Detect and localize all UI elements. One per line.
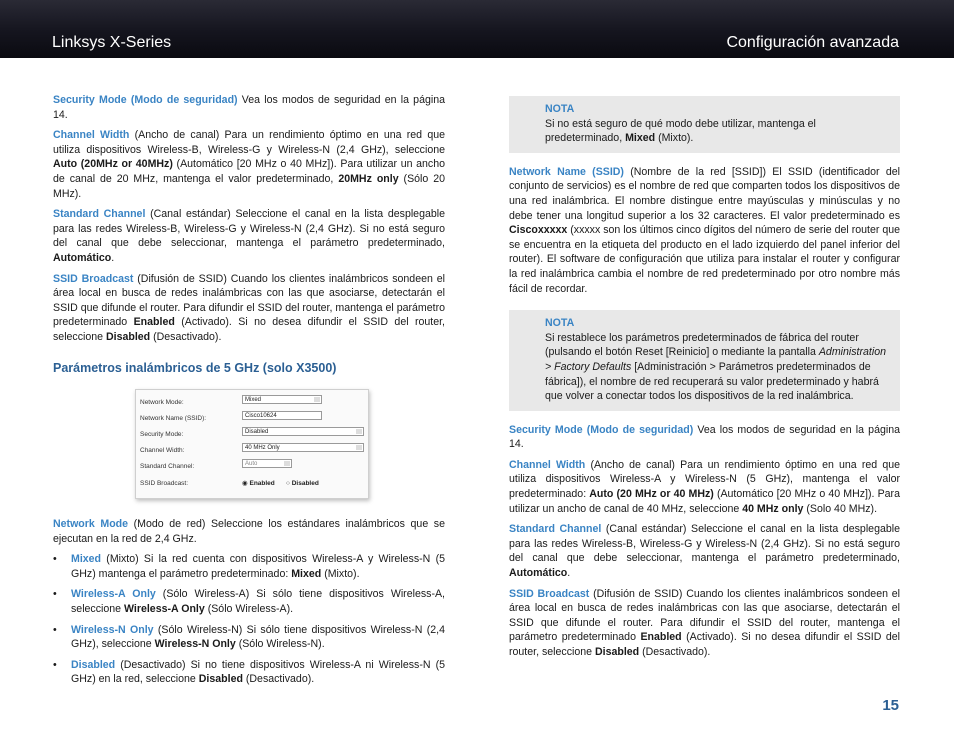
right-column (509, 96, 900, 666)
note-box: NOTA Si no está seguro de qué modo debe utilizar, mantenga el predeterminado, Mixed (Mixto). (509, 96, 900, 153)
label-network-mode: Network Mode: (140, 399, 184, 407)
label-ssid-broadcast: SSID Broadcast: (140, 480, 189, 488)
header-brand: Linksys X-Series (52, 34, 172, 51)
left-column (53, 93, 445, 693)
label-channel-width: Channel Width: (140, 447, 185, 455)
list-item: • Wireless-A Only (Sólo Wireless-A) Si sólo tiene dispositivos Wireless-A, seleccione Wireless-A Only (Sólo Wireless-A). (53, 588, 445, 616)
paragraph-ssid-broadcast: SSID Broadcast (Difusión de SSID) Cuando los clientes inalámbricos sondeen el área local en busca de redes inalámbricas con las que asociarse, detectarán el SSID que difunde el router. Para difundir el SSID del router, mantenga el parámetro predeterminado Enabled (Activado). Si no desea difundir el SSID del router, seleccione Disabled (Desactivado). (53, 272, 445, 343)
note-box: NOTA Si restablece los parámetros predeterminados de fábrica del router (pulsando el botón Reset [Reinicio] o mediante la pantalla Administration > Factory Defaults [Administración > Parámetros predeterminados de fábrica]), el nombre de red recuperará su valor predeterminado y habrá que volver a conectar todos los dispositivos de la red inalámbrica. (509, 310, 900, 411)
page-header (0, 0, 954, 58)
security-mode-select: Disabled (242, 427, 364, 436)
standard-channel-select: Auto (242, 459, 292, 468)
radio-disabled: ○ Disabled (286, 480, 319, 488)
settings-screenshot (135, 389, 369, 499)
label-standard-channel: Standard Channel: (140, 463, 195, 471)
paragraph-network-name: Network Name (SSID) (Nombre de la red [SSID]) El SSID (identificador del conjunto de servicios) es el nombre de red que comparten todos los dispositivos de una red inalámbrica. El nombre distingue entre mayúsculas y minúsculas y no debe tener una longitud superior a los 32 caracteres. El valor predeterminado es Ciscoxxxxx (xxxxx son los últimos cinco dígitos del número de serie del router que se encuentra en la etiqueta del producto en el lado izquierdo del panel inferior del router). El software de configuración que utiliza para instalar el router y configurar la red inalámbrica cambia el nombre de red predeterminado por otro nombre más fácil de recordar. (509, 165, 901, 295)
network-mode-list (53, 552, 445, 687)
paragraph-channel-width: Channel Width (Ancho de canal) Para un rendimiento óptimo en una red que utiliza dispositivos Wireless-B, Wireless-G y Wireless-N (2,4 GHz), seleccione Auto (20MHz or 40MHz) (Automático [20 MHz o 40 MHz]). Para utilizar un ancho de canal de 20 MHz, mantenga el valor predeterminado, 20MHz only (Sólo 20 MHz). (53, 129, 446, 200)
paragraph-channel-width: Channel Width (Ancho de canal) Para un rendimiento óptimo en una red que utiliza dispositivos Wireless-A y Wireless-N (5 GHz), mantenga el valor predeterminado: Auto (20 MHz or 40 MHz) (Automático [20 MHz o 40 MHz]). Para utilizar un ancho de canal de 40 MHz, seleccione 40 MHz only (Solo 40 MHz). (509, 458, 900, 515)
paragraph-standard-channel: Standard Channel (Canal estándar) Seleccione el canal en la lista desplegable para las redes Wireless-B, Wireless-G y Wireless-N (2,4 GHz). Si no está seguro del canal que debe seleccionar, mantenga el parámetro predeterminado, Automático. (509, 523, 900, 580)
ssid-field: Cisco10624 (242, 411, 322, 420)
channel-width-select: 40 MHz Only (242, 443, 364, 452)
paragraph-ssid-broadcast: SSID Broadcast (Difusión de SSID) Cuando los clientes inalámbricos sondeen el área local en busca de redes inalámbricas con las que asociarse, detectarán el SSID que difunde el router. Para difundir el SSID del router, mantenga el parámetro predeterminado Enabled (Activado). Si no desea difundir el SSID del router, seleccione Disabled (Desactivado). (509, 587, 900, 658)
list-item: • Wireless-N Only (Sólo Wireless-N) Si sólo tiene dispositivos Wireless-N (2,4 GHz), seleccione Wireless-N Only (Sólo Wireless-N). (53, 623, 445, 651)
note-title: NOTA (545, 317, 575, 330)
radio-enabled: ◉ Enabled (242, 480, 275, 488)
paragraph-security-mode: Security Mode (Modo de seguridad) Vea los modos de seguridad en la página 14. (53, 94, 445, 121)
list-item: • Mixed (Mixto) Si la red cuenta con dispositivos Wireless-A y Wireless-N (5 GHz) mantenga el parámetro predeterminado: Mixed (Mixto). (53, 553, 445, 580)
paragraph-security-mode: Security Mode (Modo de seguridad) Vea los modos de seguridad en la página 14. (509, 423, 900, 451)
header-section-title: Configuración avanzada (726, 34, 899, 51)
network-mode-select: Mixed (242, 395, 322, 404)
section-subheading: Parámetros inalámbricos de 5 GHz (solo X3500) (53, 360, 337, 375)
label-security-mode: Security Mode: (140, 431, 184, 439)
page-number: 15 (882, 697, 899, 714)
paragraph-network-mode: Network Mode (Modo de red) Seleccione los estándares inalámbricos que se ejecutan en la red de 2,4 GHz. (53, 518, 445, 545)
list-item: • Disabled (Desactivado) Si no tiene dispositivos Wireless-A ni Wireless-N (5 GHz) en la red, seleccione Disabled (Desactivado). (53, 658, 445, 686)
paragraph-standard-channel: Standard Channel (Canal estándar) Seleccione el canal en la lista desplegable para las redes Wireless-B, Wireless-G y Wireless-N (2,4 GHz). Si no está seguro del canal que debe seleccionar, mantenga el parámetro predeterminado, Automático. (53, 208, 445, 264)
label-ssid: Network Name (SSID): (140, 415, 207, 423)
note-title: NOTA (545, 103, 575, 115)
